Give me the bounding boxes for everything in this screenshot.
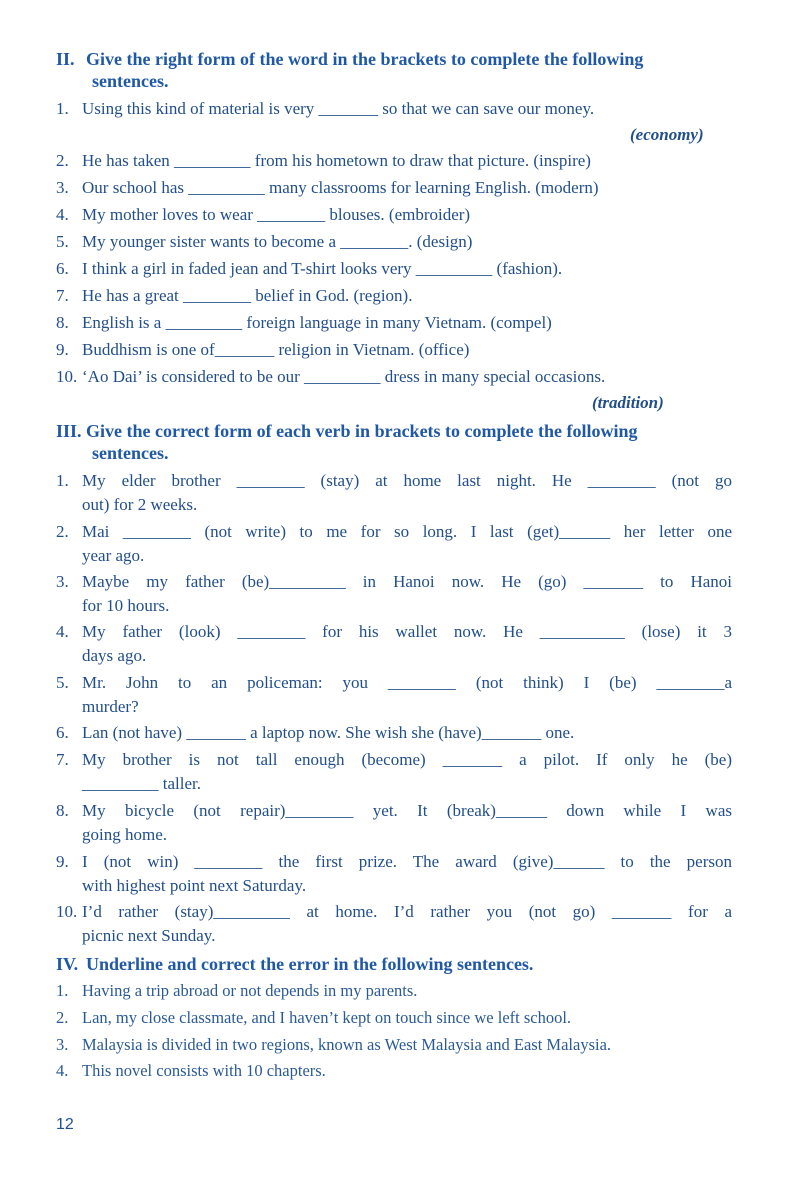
section-3-heading: III. Give the correct form of each verb in brackets to complete the following sentences.: [56, 421, 638, 463]
section-2-heading: II. Give the right form of the word in the brackets to complete the following sentences.: [56, 49, 644, 91]
s2-item-10-hint: (tradition): [592, 393, 664, 412]
s2-item-1-hint: (economy): [630, 125, 704, 144]
workbook-page: II. Give the right form of the word in the brackets to complete the following sentences. 1. Using this kind of material is very _______ so that we can save our money. (economy) 2. He has taken _________ from his hometown to draw that picture. (inspire) 3. Our school has _________ many classrooms for learning English. (modern) 4. My mother loves to wear ________ blouses. (embroider) 5. My younger sister wants to become a ________. (design) 6. I think a girl in faded jean and T-shirt looks very _________ (fashion). 7. He has a great ________ belief in God. (region). 8. English is a _________ foreign language in many Vietnam. (compel) 9. Buddhism is one of_______ religion in Vietnam. (office) 10. ‘Ao Dai’ is considered to be our _________ dress in many special occasions. (tradition) III. Give the correct form of each verb in brackets to complete the following sentences. 1. My elder brother ________ (stay) at home last night. He ________ (not go out) for 2 weeks. 2. Mai ________ (not write) to me for so long. I last (get)______ her letter one year ago. 3. Maybe my father (be)_________ in Hanoi now. He (go) _______ to Hanoi for 10 hours. 4. My father (look) ________ for his wallet now. He __________ (lose) it 3 days ago. 5. Mr. John to an policeman: you ________ (not think) I (be) ________a murder? 6. Lan (not have) _______ a laptop now. She wish she (have)_______ one. 7. My brother is not tall enough (become) _______ a pilot. If only he (be) _________ taller. 8. My bicycle (not repair)________ yet. It (break)______ down while I was going home. 9. I (not win) ________ the first prize. The award (give)______ to the person with highest point next Saturday. 10. I’d rather (stay)_________ at home. I’d rather you (not go) _______ for a picnic next Sunday. IV. Underline and correct the error in the following sentences. 1. Having a trip abroad or not depends in my parents. 2. Lan, my close classmate, and I haven’t kept on touch since we left school. 3. Malaysia is divided in two regions, known as West Malaysia and East Malaysia. 4. This novel consists with 10 chapters. 12: [0, 0, 800, 1188]
section-4-heading: IV. Underline and correct the error in the following sentences.: [56, 954, 534, 974]
page-number: 12: [56, 1116, 74, 1133]
